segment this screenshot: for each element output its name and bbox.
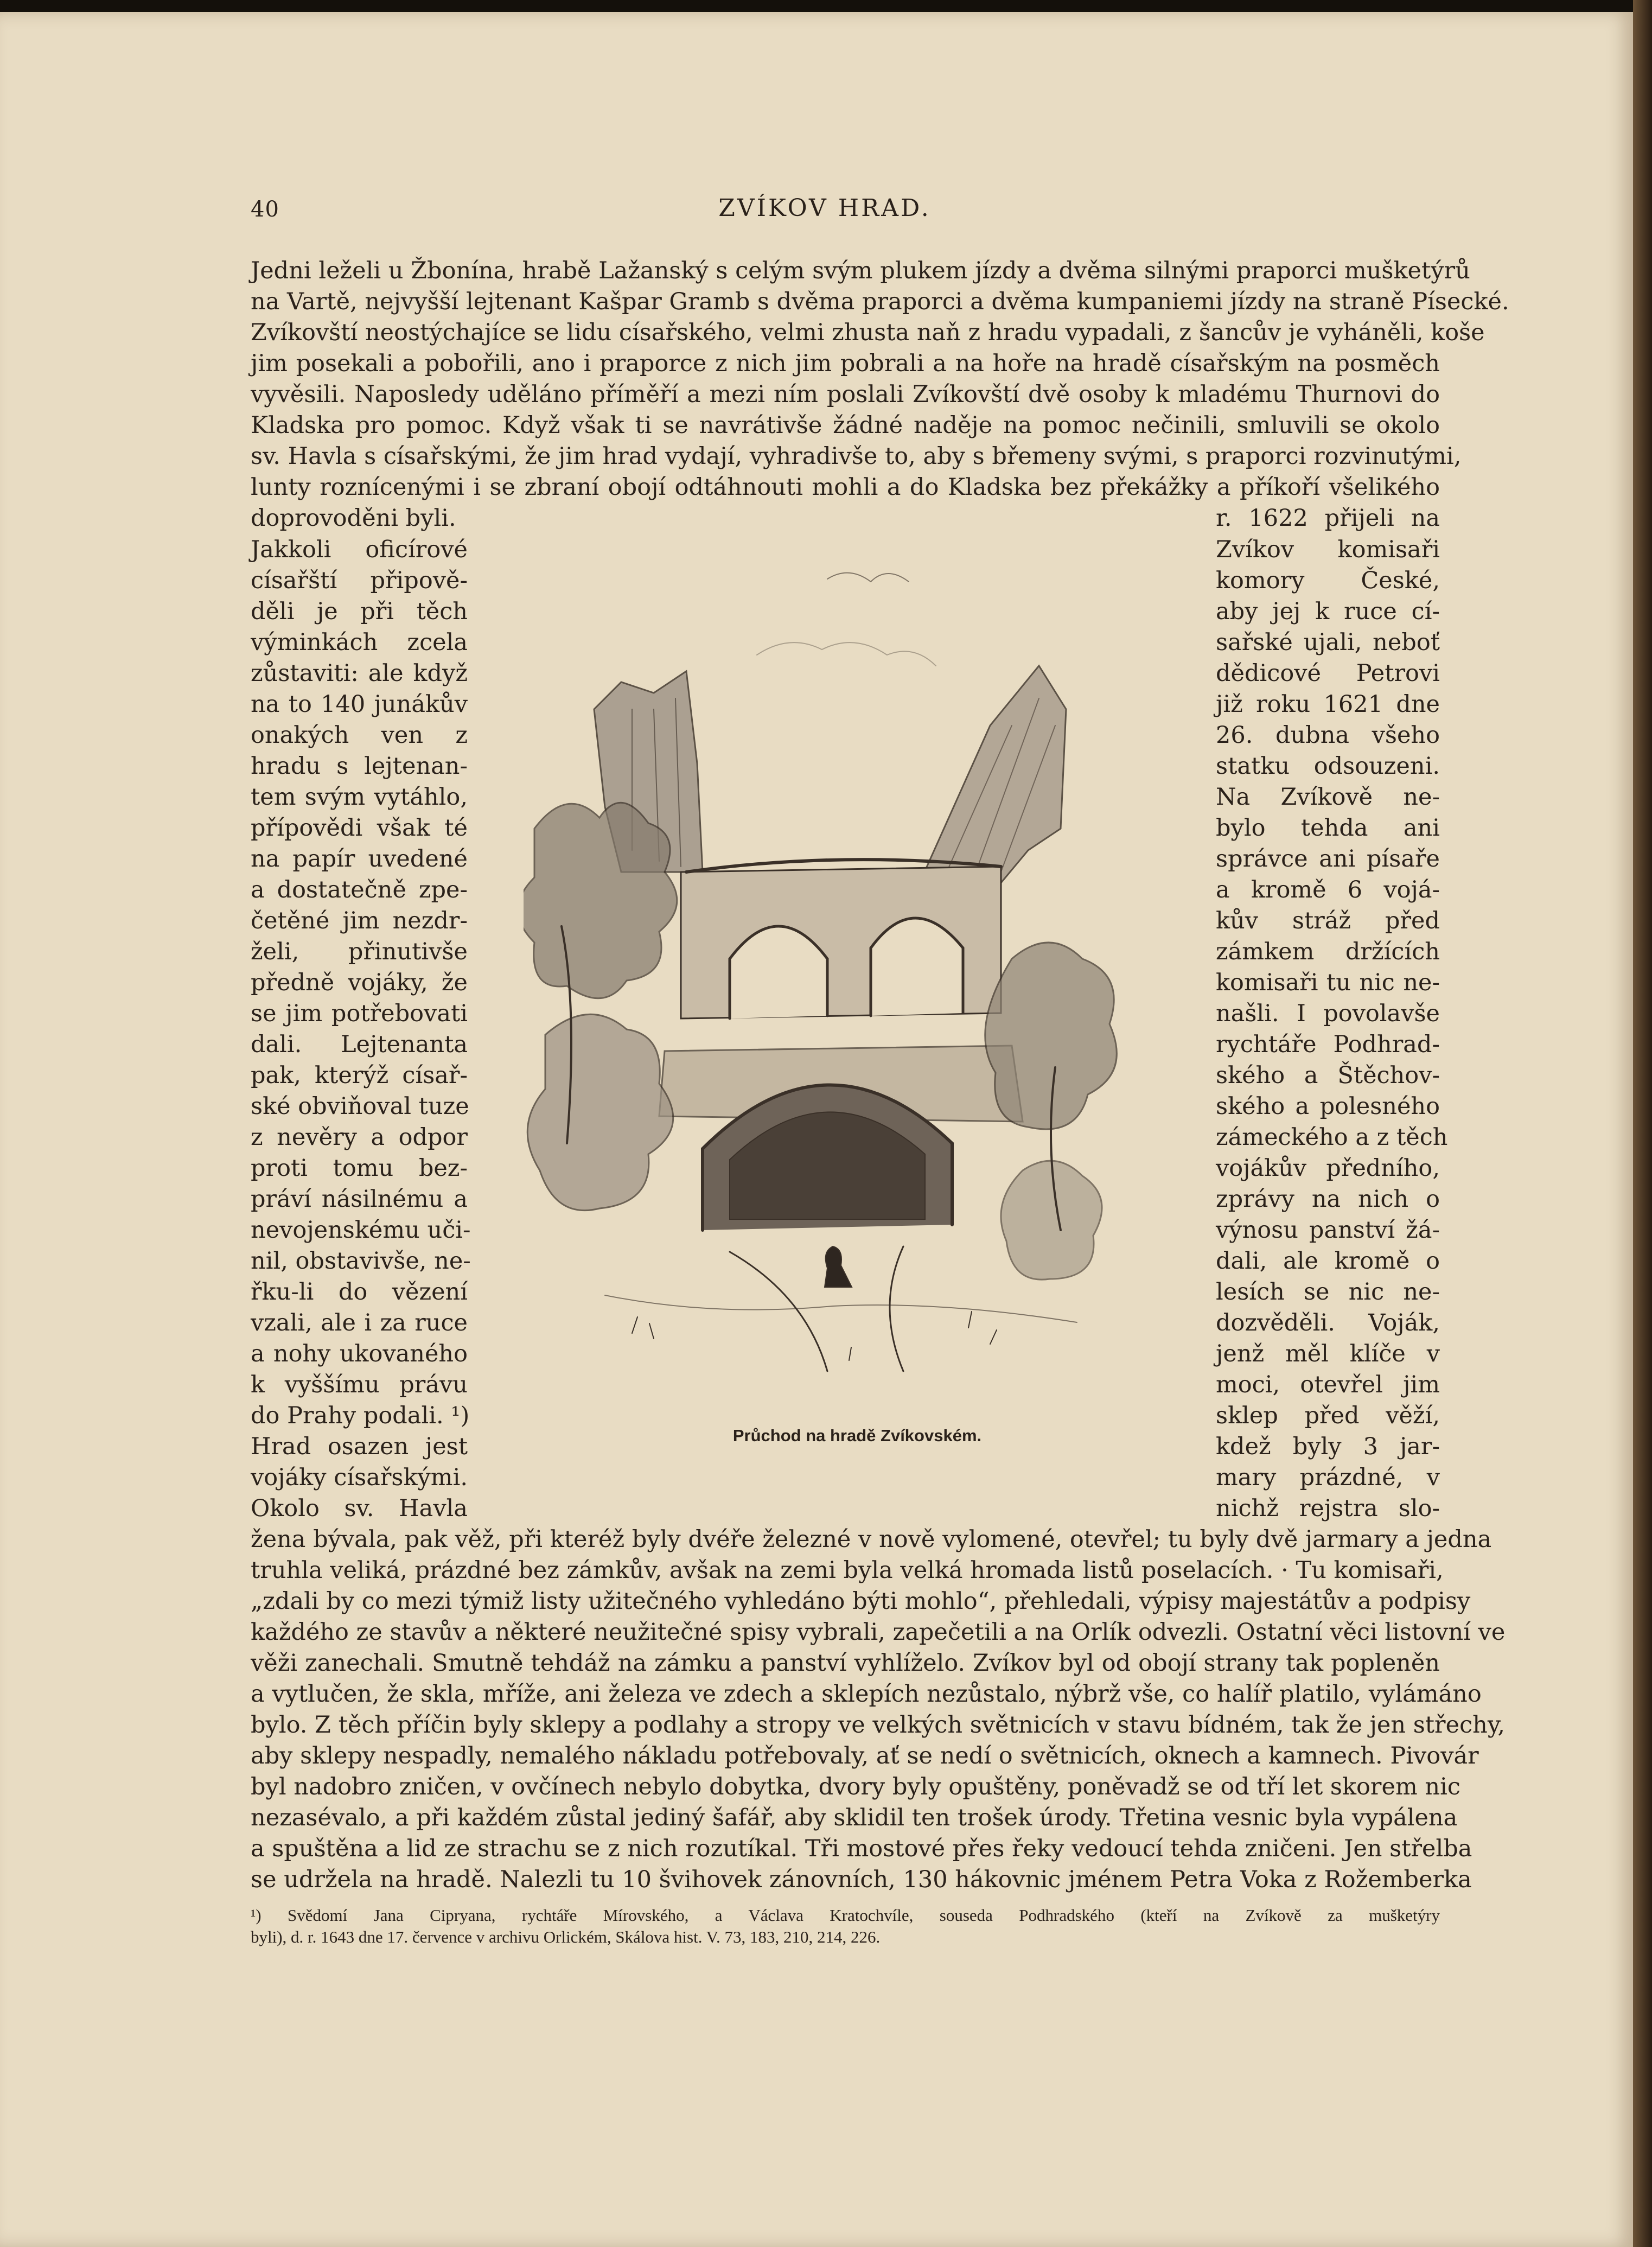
- right-column-line: komisaři tu nic ne-: [1216, 969, 1440, 996]
- right-column-line: kův stráž před: [1216, 907, 1440, 934]
- right-column-line: již roku 1621 dne: [1216, 691, 1440, 718]
- text-line: vyvěsili. Naposledy uděláno příměří a mezi ním poslali Zvíkovští dvě osoby k mladému Thurnovi do: [251, 381, 1440, 408]
- right-column-line: správce ani písaře: [1216, 845, 1440, 873]
- text-line: žena bývala, pak věž, při kteréž byly dvéře železné v nově vylomené, otevřel; tu byly dvě jarmary a jedna: [251, 1526, 1492, 1553]
- text-line: a spuštěna a lid ze strachu se z nich rozutíkal. Tři mostové přes řeky vedoucí tehda zničeni. Jen střelba: [251, 1835, 1472, 1862]
- right-column-line: sklep před věží,: [1216, 1402, 1440, 1429]
- right-column-line: ského a Štěchov-: [1216, 1062, 1440, 1089]
- left-column-line: nil, obstavivše, ne-: [251, 1247, 471, 1275]
- left-column-line: Hrad osazen jest: [251, 1433, 468, 1460]
- castle-passage-illustration: [524, 546, 1161, 1398]
- right-column-line: bylo tehda ani: [1216, 814, 1440, 842]
- left-column-line: proti tomu bez-: [251, 1155, 468, 1182]
- right-column-line: dědicové Petrovi: [1216, 660, 1440, 687]
- left-column-line: zůstaviti: ale když: [251, 660, 468, 687]
- right-column-line: moci, otevřel jim: [1216, 1371, 1440, 1398]
- text-line: nezasévalo, a při každém zůstal jediný šafář, aby sklidil ten trošek úrody. Třetina vesnic byla vypálena: [251, 1804, 1458, 1831]
- right-column-line: zámeckého a z těch: [1216, 1124, 1448, 1151]
- right-column-line: aby jej k ruce cí-: [1216, 598, 1440, 625]
- scan-top-edge: [0, 0, 1652, 12]
- right-column-line: r. 1622 přijeli na: [1216, 505, 1440, 532]
- figure-caption: Průchod na hradě Zvíkovském.: [732, 1426, 982, 1445]
- right-column-line: nichž rejstra slo-: [1216, 1495, 1440, 1522]
- right-column-line: ského a polesného: [1216, 1093, 1440, 1120]
- right-column-line: vojákův předního,: [1216, 1155, 1440, 1182]
- text-line: Jedni leželi u Žbonína, hrabě Lažanský s celým svým plukem jízdy a dvěma silnými praporci mušketýrů: [251, 257, 1470, 284]
- right-column-line: rychtáře Podhrad-: [1216, 1031, 1440, 1058]
- left-column-line: onakých ven z: [251, 722, 468, 749]
- text-line: jim posekali a pobořili, ano i praporce z nich jim pobrali a na hoře na hradě císařským na posměch: [251, 350, 1440, 377]
- right-column-line: dali, ale kromě o: [1216, 1247, 1440, 1275]
- text-line: bylo. Z těch příčin byly sklepy a podlahy a stropy ve velkých světnicích v stavu bídném, tak že jen střechy,: [251, 1711, 1506, 1739]
- scan-right-edge: [1633, 0, 1652, 2247]
- right-column-line: komory České,: [1216, 567, 1440, 594]
- left-column-line: na to 140 junákův: [251, 691, 468, 718]
- text-line: věži zanechali. Smutně tehdáž na zámku a panství vyhlíželo. Zvíkov byl od obojí strany tak popleněn: [251, 1650, 1440, 1677]
- left-column-line: a nohy ukovaného: [251, 1340, 468, 1367]
- book-page: [0, 12, 1633, 2247]
- left-column-line: výminkách zcela: [251, 629, 468, 656]
- running-title: ZVÍKOV HRAD.: [718, 194, 931, 222]
- left-column-line: vojáky císařskými.: [251, 1464, 468, 1491]
- text-line: Zvíkovští neostýchajíce se lidu císařského, velmi zhusta naň z hradu vypadali, z šancův je vyháněli, koše: [251, 319, 1485, 346]
- right-column-line: zprávy na nich o: [1216, 1186, 1440, 1213]
- left-column-line: hradu s lejtenan-: [251, 753, 468, 780]
- left-column-line: práví násilnému a: [251, 1186, 468, 1213]
- right-column-line: jenž měl klíče v: [1216, 1340, 1440, 1367]
- right-column-line: zámkem držících: [1216, 938, 1440, 965]
- left-column-line: přípovědi však té: [251, 814, 468, 842]
- text-line: byl nadobro zničen, v ovčínech nebylo dobytka, dvory byly opuštěny, poněvadž se od tří let skorem nic: [251, 1773, 1460, 1800]
- left-column-line: na papír uvedené: [251, 845, 468, 873]
- text-line: lunty roznícenými i se zbraní obojí odtáhnouti mohli a do Kladska bez překážky a příkoří všelikého: [251, 474, 1440, 501]
- text-line: „zdali by co mezi týmiž listy užitečného vyhledáno býti mohlo“, přehledali, výpisy majestátův a podpisy: [251, 1588, 1471, 1615]
- left-column-line: do Prahy podali. ¹): [251, 1402, 470, 1429]
- left-column-line: nevojenskému uči-: [251, 1217, 471, 1244]
- text-line: se udržela na hradě. Nalezli tu 10 švihovek zánovních, 130 hákovnic jménem Petra Voka z Rožemberka: [251, 1866, 1472, 1893]
- page-number: 40: [251, 197, 279, 222]
- text-line: na Vartě, nejvyšší lejtenant Kašpar Gramb s dvěma praporci a dvěma kumpaniemi jízdy na straně Písecké.: [251, 288, 1509, 315]
- left-column-line: řku-li do vězení: [251, 1278, 468, 1306]
- left-column-line: vzali, ale i za ruce: [251, 1309, 468, 1336]
- left-column-line: se jim potřebovati: [251, 1000, 468, 1027]
- footnote-line: byli), d. r. 1643 dne 17. července v archivu Orlickém, Skálova hist. V. 73, 183, 210, 214, 226.: [251, 1927, 881, 1946]
- text-line: sv. Havla s císařskými, že jim hrad vydají, vyhradivše to, aby s břemeny svými, s praporci rozvinutými,: [251, 443, 1462, 470]
- right-column-line: 26. dubna všeho: [1216, 722, 1440, 749]
- right-column-line: mary prázdné, v: [1216, 1464, 1440, 1491]
- left-column-line: k vyššímu právu: [251, 1371, 468, 1398]
- text-line: a vytlučen, že skla, mříže, ani železa ve zdech a sklepích nezůstalo, nýbrž vše, co halíř platilo, vylámáno: [251, 1681, 1482, 1708]
- left-column-line: doprovoděni byli.: [251, 505, 456, 532]
- right-column-line: dozvěděli. Voják,: [1216, 1309, 1440, 1336]
- right-column-line: sařské ujali, neboť: [1216, 629, 1440, 656]
- left-column-line: a dostatečně zpe-: [251, 876, 468, 903]
- left-column-line: Jakkoli oficírové: [251, 536, 468, 563]
- left-column-line: z nevěry a odpor: [251, 1124, 468, 1151]
- right-column-line: Zvíkov komisaři: [1216, 536, 1440, 563]
- text-line: každého ze stavův a některé neužitečné spisy vybrali, zapečetili a na Orlík odvezli. Ostatní věci listovní ve: [251, 1619, 1506, 1646]
- left-column-line: děli je při těch: [251, 598, 468, 625]
- left-column-line: želi, přinutivše: [251, 938, 468, 965]
- right-column-line: a kromě 6 vojá-: [1216, 876, 1440, 903]
- text-line: truhla veliká, prázdné bez zámkův, avšak na zemi byla velká hromada listů poselacích. · Tu komisaři,: [251, 1557, 1444, 1584]
- right-column-line: statku odsouzeni.: [1216, 753, 1440, 780]
- left-column-line: pak, kterýž císař-: [251, 1062, 468, 1089]
- right-column-line: výnosu panství žá-: [1216, 1217, 1440, 1244]
- right-column-line: lesích se nic ne-: [1216, 1278, 1440, 1306]
- left-column-line: dali. Lejtenanta: [251, 1031, 468, 1058]
- text-line: aby sklepy nespadly, nemalého nákladu potřebovaly, ať se nedí o světnicích, oknech a kamnech. Pivovár: [251, 1742, 1479, 1769]
- left-column-line: tem svým vytáhlo,: [251, 784, 468, 811]
- text-line: Kladska pro pomoc. Když však ti se navrátivše žádné naděje na pomoc nečinili, smluvili se okolo: [251, 412, 1440, 439]
- left-column-line: předně vojáky, že: [251, 969, 468, 996]
- footnote-line: ¹) Svědomí Jana Cipryana, rychtáře Mírovského, a Václava Kratochvíle, souseda Podhradského (kteří na Zvíkově za mušketýry: [251, 1906, 1440, 1925]
- right-column-line: našli. I povolavše: [1216, 1000, 1440, 1027]
- left-column-line: císařští připově-: [251, 567, 468, 594]
- left-column-line: četěné jim nezdr-: [251, 907, 468, 934]
- right-column-line: kdež byly 3 jar-: [1216, 1433, 1440, 1460]
- left-column-line: Okolo sv. Havla: [251, 1495, 468, 1522]
- right-column-line: Na Zvíkově ne-: [1216, 784, 1440, 811]
- left-column-line: ské obviňoval tuze: [251, 1093, 469, 1120]
